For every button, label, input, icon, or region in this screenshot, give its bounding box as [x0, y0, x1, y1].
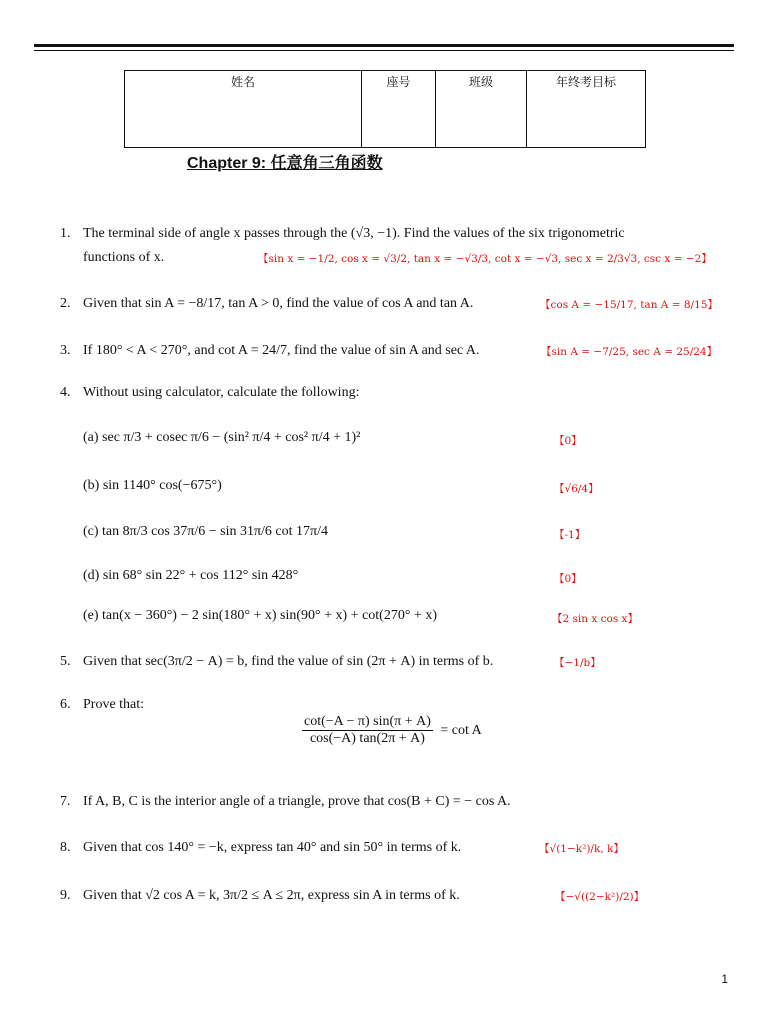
subpart-label: (c) [83, 524, 99, 539]
answer-4a: 【0】 [554, 435, 582, 447]
chapter-prefix: Chapter 9: [187, 155, 271, 172]
question-number: 9. [60, 888, 71, 903]
question-text: Given that sec(3π/2 − A) = b, find the value of sin (2π + A) in terms of b. [83, 654, 494, 669]
subpart-c [83, 524, 328, 540]
subpart-a [83, 430, 360, 446]
question-text: functions of x. [83, 250, 165, 265]
prove-fraction [302, 714, 433, 747]
subpart-expression: tan 8π/3 cos 37π/6 − sin 31π/6 cot 17π/4 [102, 524, 328, 539]
answer-4b: 【√6/4】 [554, 483, 599, 495]
question-number: 7. [60, 794, 71, 809]
question-number: 8. [60, 840, 71, 855]
seat-number-cell[interactable]: 座号 [362, 71, 436, 148]
subpart-d [83, 568, 298, 584]
name-cell[interactable]: 姓名 [125, 71, 362, 148]
question-text: If A, B, C is the interior angle of a triangle, prove that cos(B + C) = − cos A. [83, 794, 511, 809]
question-number: 5. [60, 654, 71, 669]
subpart-label: (e) [83, 608, 99, 623]
question-text: Given that sin A = −8/17, tan A > 0, find the value of cos A and tan A. [83, 296, 474, 311]
question-text: If 180° < A < 270°, and cot A = 24/7, find the value of sin A and sec A. [83, 343, 480, 358]
prove-equation [302, 714, 482, 747]
subpart-label: (b) [83, 478, 100, 493]
page-number: 1 [721, 972, 728, 986]
chapter-title [187, 150, 383, 173]
prove-denominator: cos(−A) tan(2π + A) [309, 731, 425, 746]
subpart-b [83, 478, 222, 494]
answer-4e: 【2 sin x cos x】 [552, 613, 638, 625]
answer-2: 【cos A = −15/17, tan A = 8/15】 [540, 299, 718, 311]
prove-numerator: cot(−A − π) sin(π + A) [304, 714, 431, 729]
answer-9: 【−√((2−k²)/2)】 [555, 891, 645, 903]
subpart-expression: sin 1140° cos(−675°) [102, 478, 222, 493]
question-text: The terminal side of angle x passes through the (√3, −1). Find the values of the six trigonometric [83, 226, 625, 241]
answer-3: 【sin A = −7/25, sec A = 25/24】 [541, 346, 718, 358]
question-text: Prove that: [83, 697, 145, 712]
question-number: 3. [60, 343, 71, 358]
subpart-expression: sin 68° sin 22° + cos 112° sin 428° [102, 568, 299, 583]
question-text: Given that cos 140° = −k, express tan 40° and sin 50° in terms of k. [83, 840, 462, 855]
student-info-table [124, 70, 646, 148]
answer-1: 【sin x = −1/2, cos x = √3/2, tan x = −√3/3, cot x = −√3, sec x = 2/3√3, csc x = −2】 [258, 253, 712, 265]
answer-4c: 【-1】 [554, 529, 586, 541]
subpart-e [83, 608, 437, 624]
header-rule-thin [34, 50, 734, 51]
question-text: Given that √2 cos A = k, 3π/2 ≤ A ≤ 2π, express sin A in terms of k. [83, 888, 460, 903]
header-rule-thick [34, 44, 734, 47]
question-text: Without using calculator, calculate the following: [83, 385, 360, 400]
target-cell[interactable]: 年终考目标 [527, 71, 646, 148]
question-number: 6. [60, 697, 71, 712]
class-cell[interactable]: 班级 [436, 71, 527, 148]
subpart-label: (d) [83, 568, 100, 583]
prove-rhs: = cot A [440, 722, 482, 738]
question-number: 2. [60, 296, 71, 311]
answer-5: 【−1/b】 [554, 657, 601, 669]
subpart-label: (a) [83, 430, 99, 445]
question-number: 4. [60, 385, 71, 400]
question-number: 1. [60, 226, 71, 241]
subpart-expression: sec π/3 + cosec π/6 − (sin² π/4 + cos² π/4 + 1)² [102, 430, 361, 445]
subpart-expression: tan(x − 360°) − 2 sin(180° + x) sin(90° + x) + cot(270° + x) [102, 608, 437, 623]
chapter-name: 任意角三角函数 [270, 153, 383, 172]
answer-8: 【√(1−k²)/k, k】 [539, 843, 624, 855]
answer-4d: 【0】 [554, 573, 582, 585]
